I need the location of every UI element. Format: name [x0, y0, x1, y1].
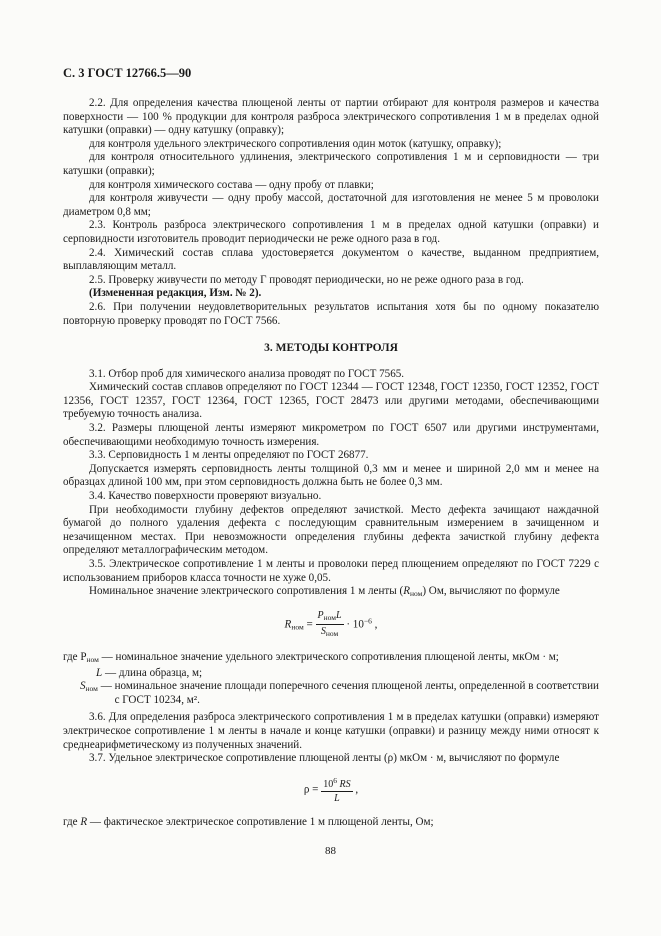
paragraph-2-5: 2.5. Проверку живучести по методу Г проводят периодически, но не реже одного раза в год.: [89, 273, 524, 286]
paragraph-2-3: 2.3. Контроль разброса электрического сопротивления 1 м в пределах одной катушки (оправки) и серповидности изготовитель проводит периодически не реже одного раза в год.: [63, 219, 599, 245]
fraction: $\frac{P_{ном}L}{S_{ном}}$: [317, 609, 342, 639]
definition-row: L — длина образца, м;: [96, 666, 203, 679]
amendment-note: (Измененная редакция, Изм. № 2).: [89, 287, 262, 300]
paragraph-2-2b: для контроля относительного удлинения, электрического сопротивления 1 м и серповидности — три катушки (оправки);: [63, 151, 599, 177]
document-body: [63, 97, 599, 830]
paragraph-2-6: 2.6. При получении неудовлетворительных результатов испытания хотя бы по одному показателю повторную проверку проводят по ГОСТ 7566.: [63, 300, 599, 327]
paragraph-2-2: 2.2. Для определения качества плющеной ленты от партии отбирают для контроля размеров и качества поверхности — 100 % продукции для контроля разброса электрического сопротивления 1 м в пределах одной катушки (оправки) — одну катушку (оправку);: [63, 97, 599, 137]
paragraph-2-2d: для контроля живучести — одну пробу массой, достаточной для изготовления не менее 5 м проволоки диаметром 0,8 мм;: [63, 192, 599, 218]
section-3-title: 3. МЕТОДЫ КОНТРОЛЯ: [264, 342, 398, 355]
paragraph-3-2: 3.2. Размеры плющеной ленты измеряют микрометром по ГОСТ 6507 или другими инструментами, обеспечивающими необходимую точность измерения.: [63, 422, 599, 448]
formula-definitions: [63, 651, 599, 707]
paragraph-3-7: 3.7. Удельное электрическое сопротивление плющеной ленты (ρ) мкОм · м, вычисляют по формуле: [89, 752, 560, 765]
paragraph-3-3: 3.3. Серповидность 1 м ленты определяют по ГОСТ 26877.: [89, 449, 369, 462]
paragraph-3-1a: Химический состав сплавов определяют по ГОСТ 12344 — ГОСТ 12348, ГОСТ 12350, ГОСТ 12352, ГОСТ 12356, ГОСТ 12357, ГОСТ 12364, ГОСТ 12365, ГОСТ 28473 или другими методами, обеспечивающими требуемую точность анализа.: [63, 381, 599, 421]
paragraph-3-4: 3.4. Качество поверхности проверяют визуально.: [89, 490, 322, 503]
definition-row: где $P_{ном}$ — номинальное значение удельного электрического сопротивления плющеной ленты, мкОм · м;: [63, 650, 559, 664]
paragraph-3-6: 3.6. Для определения разброса электрического сопротивления 1 м в пределах катушки (оправки) измеряют электрическое сопротивление 1 м ленты в начале и конце катушки (оправки) и разницу между ними относят к среднеарифметическому из полученных значений.: [63, 711, 599, 751]
paragraph-2-2a: для контроля удельного электрического сопротивления один моток (катушку, оправку);: [89, 137, 502, 150]
paragraph-2-2c: для контроля химического состава — одну пробу от плавки;: [89, 178, 374, 191]
paragraph-3-5a: Номинальное значение электрического сопротивления 1 м ленты $(R_{ном})$ Ом, вычисляют по формуле: [89, 585, 560, 599]
paragraph-3-1: 3.1. Отбор проб для химического анализа проводят по ГОСТ 7565.: [89, 367, 405, 380]
fraction: $\frac{10^6 RS}{L}$: [323, 775, 351, 805]
paragraph-3-5: 3.5. Электрическое сопротивление 1 м ленты и проволоки перед плющением определяют по ГОСТ 7229 с использованием приборов класса точности не хуже 0,05.: [63, 558, 599, 584]
definition-r-actual: где R — фактическое электрическое сопротивление 1 м плющеной ленты, Ом;: [63, 815, 434, 828]
formula-rho: ρ = $\frac{10^6 RS}{L}$ ,: [303, 775, 359, 805]
paragraph-3-4a: При необходимости глубину дефектов определяют зачисткой. Место дефекта зачищают наждачной бумагой до полного удаления дефекта с последующим сравнительным измерением в зачищенном и незачищенном местах. При невозможности определения глубины дефекта зачисткой глубину дефекта определяют металлографическим методом.: [63, 503, 599, 557]
paragraph-2-4: 2.4. Химический состав сплава удостоверяется документом о качестве, выданном предприятием, выплавляющим металл.: [63, 246, 599, 273]
page-number: 88: [325, 845, 336, 857]
page-header: С. 3 ГОСТ 12766.5—90: [63, 66, 192, 80]
definition-row: $S_{ном}$ — номинальное значение площади поперечного сечения плющеной ленты, определенной в соответствии с ГОСТ 10234, м².: [80, 680, 599, 706]
formula-r-nominal: $R_{ном}$ = $\frac{P_{ном}L}{S_{ном}}$ · $10^{-6}$ ,: [63, 609, 599, 641]
paragraph-3-3a: Допускается измерять серповидность ленты толщиной 0,3 мм и менее и шириной 2,0 мм и менее на образцах длиной 100 мм, при этом серповидность должна быть не более 0,3 мм.: [63, 462, 599, 489]
